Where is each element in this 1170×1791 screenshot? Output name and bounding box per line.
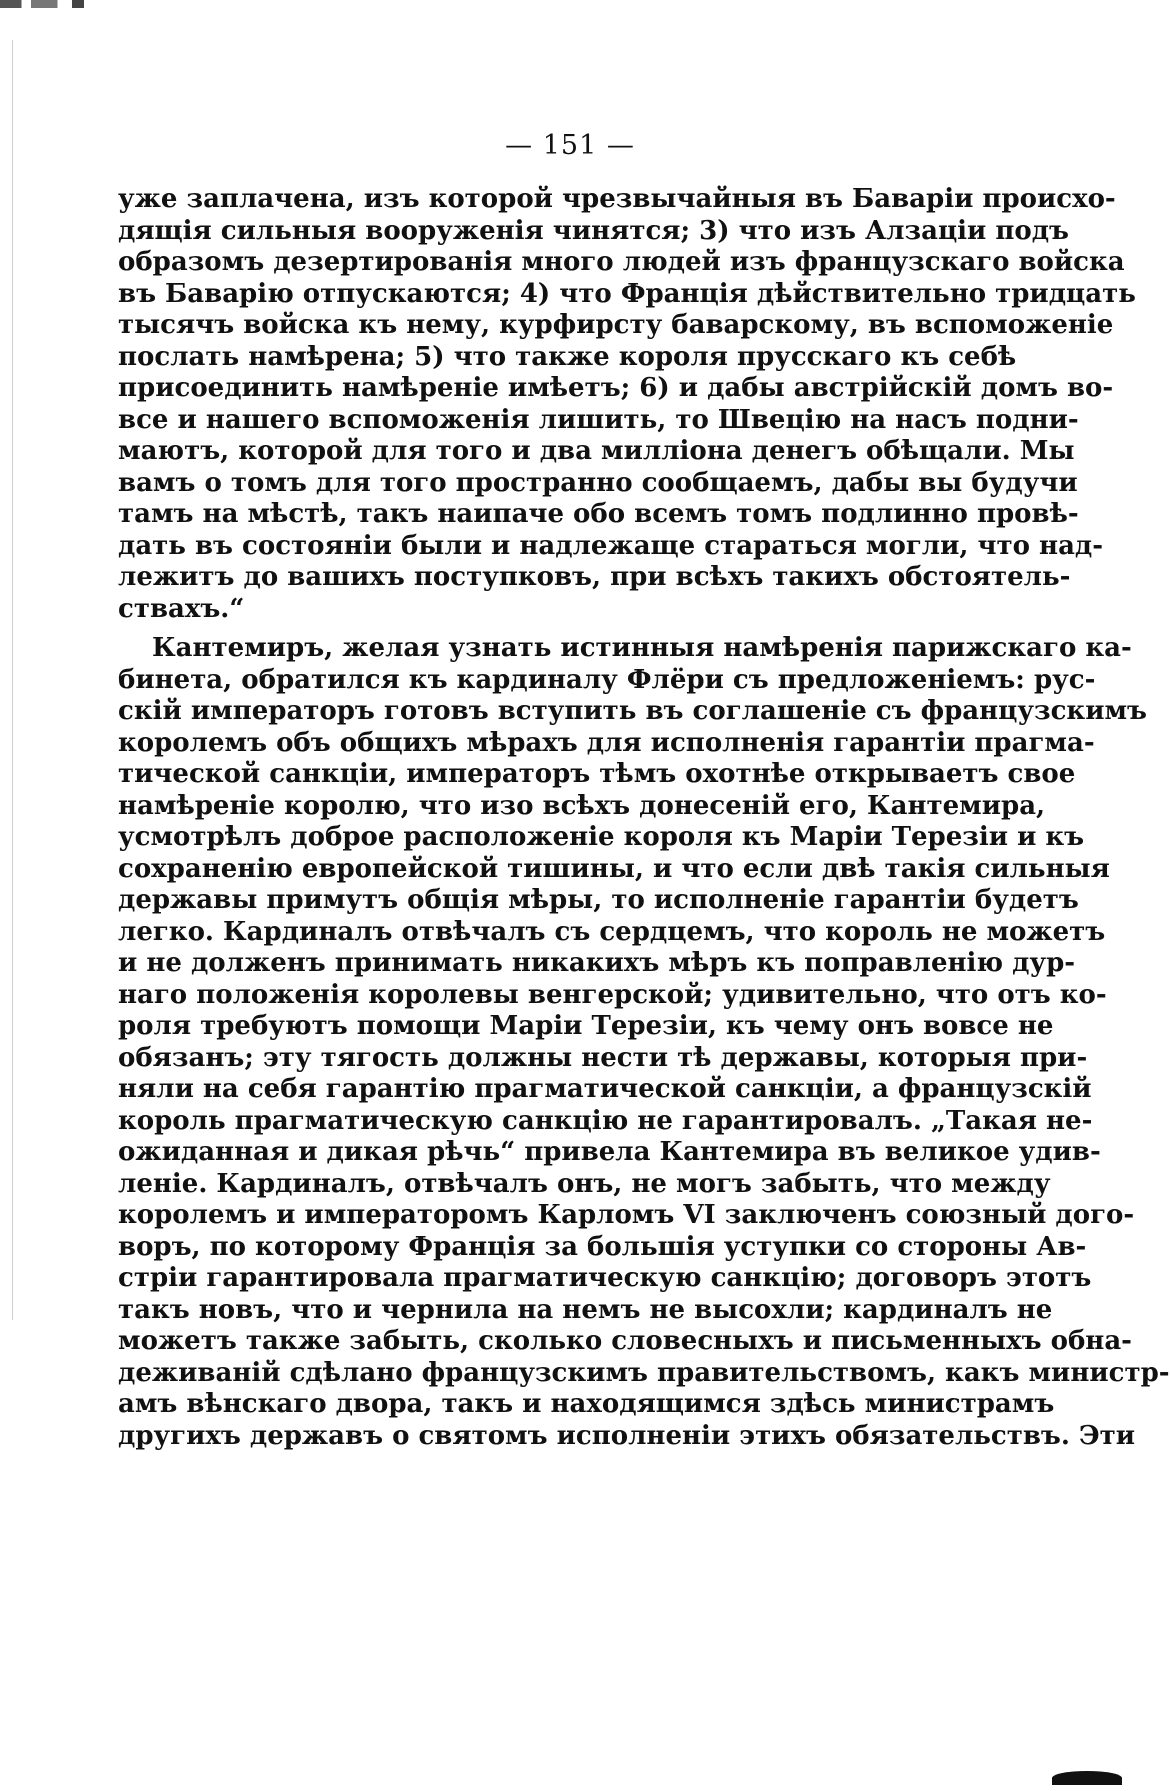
scan-corner-mark (0, 0, 120, 8)
text-line: уже заплачена, изъ которой чрезвычайныя въ Баваріи происхо- (118, 184, 1116, 214)
text-line: послать намѣрена; 5) что также короля прусскаго къ себѣ (118, 341, 1017, 372)
body-text (118, 184, 1170, 1452)
text-line: тической санкціи, императоръ тѣмъ охотнѣе открываетъ свое (118, 759, 1076, 789)
text-line: въ Баварію отпускаются; 4) что Франція дѣйствительно тридцать (118, 278, 1136, 309)
text-line: деживаній сдѣлано французскимъ правительствомъ, какъ министр- (118, 1357, 1170, 1388)
text-line: королемъ и императоромъ Карломъ VI заключенъ союзный дого- (118, 1200, 1135, 1230)
text-line: бинета, обратился къ кардиналу Флёри съ предложеніемъ: рус- (118, 664, 1096, 695)
page-number: — 151 — (505, 130, 635, 161)
text-line: наго положенія королевы венгерской; удивительно, что отъ ко- (118, 979, 1107, 1010)
text-line: ожиданная и дикая рѣчь“ привела Кантемира въ великое удив- (118, 1137, 1101, 1167)
paragraph-1 (118, 184, 1136, 625)
text-line: тысячъ войска къ нему, курфирсту баварскому, въ вспоможеніе (118, 310, 1114, 340)
text-line: все и нашего вспоможенія лишить, то Швецію на насъ подни- (118, 404, 1079, 435)
text-line: можетъ также забыть, сколько словесныхъ и письменныхъ обна- (118, 1326, 1132, 1356)
text-line: няли на себя гарантію прагматической санкціи, а французскій (118, 1074, 1092, 1104)
text-line: ствахъ.“ (118, 593, 245, 624)
text-line: легко. Кардиналъ отвѣчалъ съ сердцемъ, что король не можетъ (118, 916, 1106, 947)
text-line: дать въ состояніи были и надлежаще стараться могли, что над- (118, 530, 1104, 561)
text-line: присоединить намѣреніе имѣетъ; 6) и дабы австрійскій домъ во- (118, 373, 1114, 403)
text-line: другихъ державъ о святомъ исполненіи этихъ обязательствъ. Эти (118, 1420, 1136, 1451)
text-line: сохраненію европейской тишины, и что если двѣ такія сильныя (118, 853, 1110, 884)
text-line: и не долженъ принимать никакихъ мѣръ къ поправленію дур- (118, 948, 1076, 978)
text-line: дящія сильныя вооруженія чинятся; 3) что изъ Алзаціи подъ (118, 215, 1070, 246)
text-line: образомъ дезертированія много людей изъ французскаго войска (118, 247, 1125, 277)
scan-corner-blot (1052, 1771, 1122, 1785)
text-line: воръ, по которому Франція за большія уступки со стороны Ав- (118, 1231, 1087, 1262)
text-line: Кантемиръ, желая узнать истинныя намѣренія парижскаго ка- (152, 633, 1132, 663)
text-line: вамъ о томъ для того пространно сообщаемъ, дабы вы будучи (118, 467, 1078, 498)
paragraph-2 (118, 633, 1170, 1452)
text-line: стріи гарантировала прагматическую санкцію; договоръ этотъ (118, 1263, 1092, 1293)
paragraph-gap (118, 625, 924, 633)
text-line: скій императоръ готовъ вступить въ соглашеніе съ французскимъ (118, 696, 1148, 726)
text-line: роля требуютъ помощи Маріи Терезіи, къ чему онъ вовсе не (118, 1011, 1054, 1041)
text-line: амъ вѣнскаго двора, такъ и находящимся здѣсь министрамъ (118, 1389, 1055, 1419)
text-line: тамъ на мѣстѣ, такъ наипаче обо всемъ томъ подлинно провѣ- (118, 499, 1079, 529)
text-line: королемъ объ общихъ мѣрахъ для исполненія гарантіи прагма- (118, 727, 1095, 758)
text-line: такъ новъ, что и чернила на немъ не высохли; кардиналъ не (118, 1294, 1053, 1325)
text-line: намѣреніе королю, что изо всѣхъ донесеній его, Кантемира, (118, 790, 1046, 821)
text-line: державы примутъ общія мѣры, то исполненіе гарантіи будетъ (118, 885, 1079, 915)
text-line: лежитъ до вашихъ поступковъ, при всѣхъ такихъ обстоятель- (118, 562, 1071, 592)
text-line: усмотрѣлъ доброе расположеніе короля къ Маріи Терезіи и къ (118, 822, 1085, 852)
text-line: обязанъ; эту тягость должны нести тѣ державы, которыя при- (118, 1042, 1088, 1073)
text-line: леніе. Кардиналъ, отвѣчалъ онъ, не могъ забыть, что между (118, 1168, 1051, 1199)
scan-margin-rule (12, 40, 13, 1320)
text-line: маютъ, которой для того и два милліона денегъ обѣщали. Мы (118, 436, 1075, 466)
text-line: король прагматическую санкцію не гарантировалъ. „Такая не- (118, 1105, 1093, 1136)
